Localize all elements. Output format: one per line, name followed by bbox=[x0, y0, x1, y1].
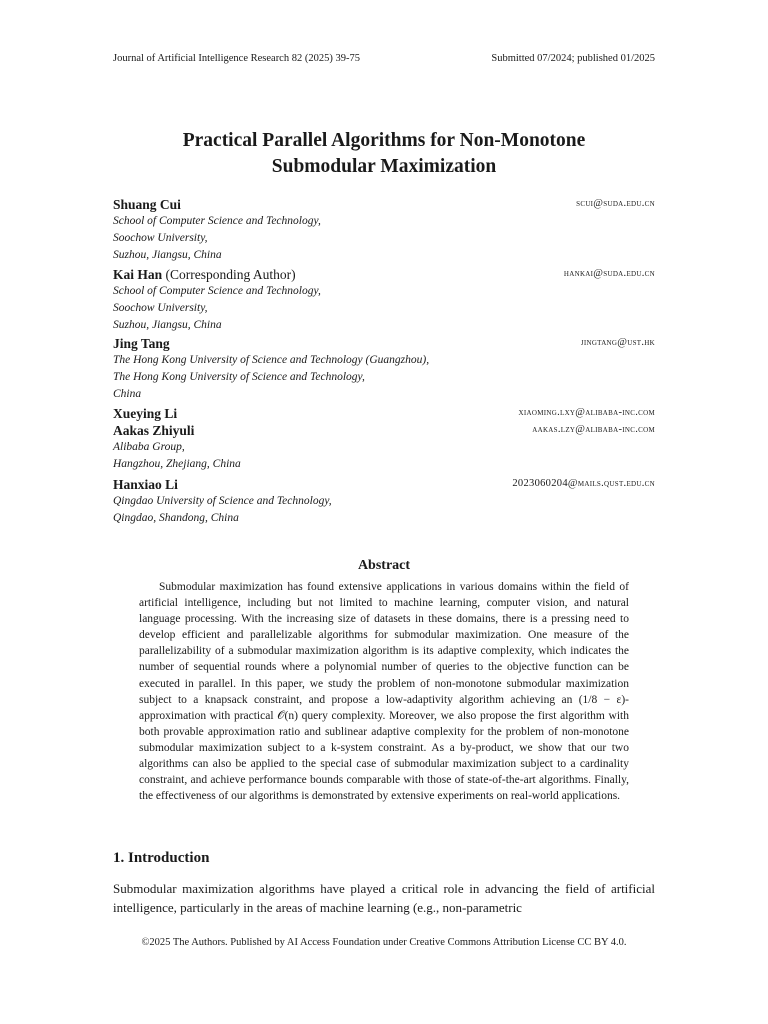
author-affiliation: Suzhou, Jiangsu, China bbox=[113, 319, 222, 331]
author-email[interactable]: aakas.lzy@alibaba-inc.com bbox=[532, 424, 655, 435]
author-name: Jing Tang bbox=[113, 336, 170, 351]
submission-dates: Submitted 07/2024; published 01/2025 bbox=[491, 53, 655, 64]
author-affiliation: China bbox=[113, 388, 142, 400]
section-heading: 1. Introduction bbox=[113, 850, 210, 866]
author-affiliation: Qingdao, Shandong, China bbox=[113, 512, 239, 524]
title-line: Practical Parallel Algorithms for Non-Monotone bbox=[182, 130, 586, 151]
abstract-text: Submodular maximization has found extensive applications in various domains within the field of artificial intelligence, including but not limited to machine learning, computer vision, and natural language processing. With the increasing size of datasets in these domains, there is a pressing need to develop efficient and parallelizable algorithms for submodular maximization. One measure of the parallelizability of a submodular maximization algorithm is its adaptive complexity, which indicates the number of sequential rounds where a polynomial number of queries to the objective function can be executed in parallel. In this paper, we study the problem of non-monotone submodular maximization subject to a knapsack constraint, and propose a low-adaptivity algorithm achieving an (1/8 − ε)-approximation with practical 𝒪(n) query complexity. Moreover, we also propose the first algorithm with both provable approximation ratio and sublinear adaptive complexity for the problem of non-monotone submodular maximization subject to a k-system constraint. As a by-product, we show that our two algorithms can also be applied to the special case of submodular maximization subject to a cardinality constraint, and achieve performance bounds comparable with those of state-of-the-art algorithms. Finally, the effectiveness of our algorithms is demonstrated by extensive experiments on real-world applications. bbox=[139, 581, 629, 803]
license-footer: ©2025 The Authors. Published by AI Access Foundation under Creative Commons Attribution License CC BY 4.0. bbox=[141, 937, 627, 948]
author-name: Xueying Li bbox=[113, 406, 178, 421]
author-email[interactable]: xiaoming.lxy@alibaba-inc.com bbox=[518, 407, 655, 418]
author-email[interactable]: jingtang@ust.hk bbox=[580, 337, 655, 348]
author-affiliation: Suzhou, Jiangsu, China bbox=[113, 249, 222, 261]
journal-header: Journal of Artificial Intelligence Research 82 (2025) 39-75 bbox=[113, 53, 360, 64]
author-name: Kai Han bbox=[113, 267, 163, 282]
author-affiliation: The Hong Kong University of Science and Technology (Guangzhou), bbox=[113, 354, 430, 366]
author-block bbox=[113, 196, 655, 264]
author-affiliation: Qingdao University of Science and Technology, bbox=[113, 495, 332, 507]
author-affiliation: Soochow University, bbox=[113, 232, 208, 244]
title-line: Submodular Maximization bbox=[271, 156, 497, 177]
author-name: Aakas Zhiyuli bbox=[113, 423, 195, 438]
intro-paragraph: Submodular maximization algorithms have played a critical role in advancing the field of artificial intelligence, particularly in the areas of machine learning (e.g., non-parametric bbox=[113, 881, 655, 915]
author-email[interactable]: hankai@suda.edu.cn bbox=[563, 268, 655, 279]
author-affiliation: The Hong Kong University of Science and Technology, bbox=[113, 371, 365, 383]
author-affiliation: School of Computer Science and Technology, bbox=[113, 215, 321, 227]
author-email[interactable]: 2023060204@mails.qust.edu.cn bbox=[512, 478, 655, 489]
author-affiliation: Soochow University, bbox=[113, 302, 208, 314]
abstract-heading: Abstract bbox=[357, 558, 411, 573]
author-block bbox=[113, 405, 655, 473]
author-block bbox=[113, 476, 655, 527]
author-affiliation: School of Computer Science and Technology, bbox=[113, 285, 321, 297]
author-block bbox=[113, 266, 655, 334]
author-name: Shuang Cui bbox=[113, 197, 181, 212]
author-affiliation: Hangzhou, Zhejiang, China bbox=[113, 458, 241, 470]
author-email[interactable]: scui@suda.edu.cn bbox=[576, 198, 655, 209]
author-name: Hanxiao Li bbox=[113, 477, 178, 492]
author-block bbox=[113, 335, 655, 403]
paper-title bbox=[113, 128, 655, 180]
author-role: (Corresponding Author) bbox=[165, 267, 296, 282]
author-affiliation: Alibaba Group, bbox=[113, 441, 185, 453]
